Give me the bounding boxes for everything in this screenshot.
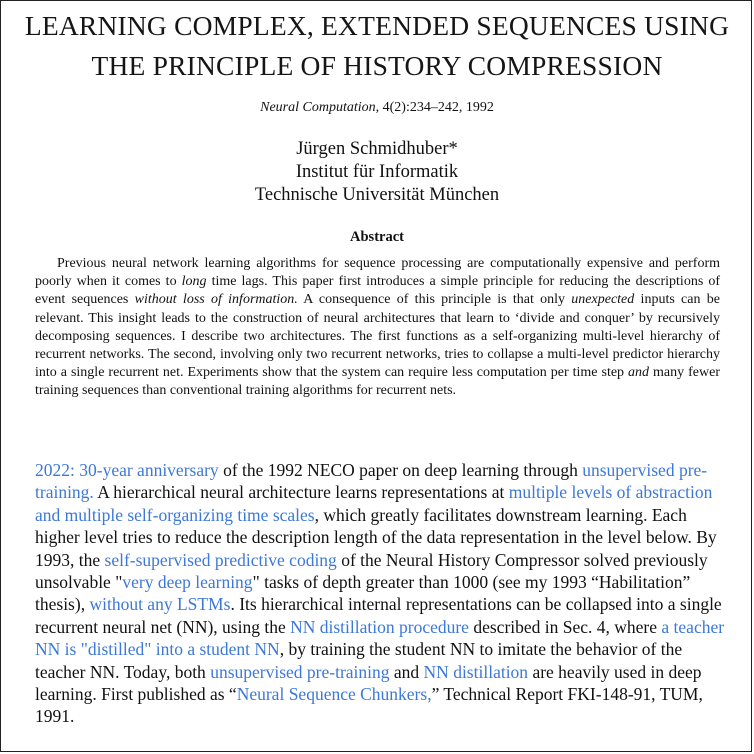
without-lstms-link[interactable]: without any LSTMs xyxy=(89,594,231,615)
author-name: Jürgen Schmidhuber* xyxy=(296,139,458,159)
note-text: of the Neural History Compressor solved previously unsolvable " xyxy=(35,549,708,593)
abstract-text: time lags. This paper first introduces a simple principle for reducing the descriptions of event sequences xyxy=(35,274,720,308)
note-text: , which greatly facilitates downstream learning. Each higher level tries to reduce the description length of the data representation in the level below. By 1993, the xyxy=(35,504,717,570)
note-text: " tasks of depth greater than 1000 (see my 1993 “Habilitation” thesis), xyxy=(35,572,691,615)
note-text: . Its hierarchical internal representations can be collapsed into a single recurrent neural net (NN), using the xyxy=(35,594,722,637)
abstract-text: many fewer training sequences than conventional training algorithms for recurrent nets. xyxy=(35,365,720,399)
abstract-heading: Abstract xyxy=(350,229,404,245)
teacher-student-link[interactable]: a teacher NN is "distilled" into a student NN xyxy=(35,616,725,660)
note-text: , by training the student NN to imitate the behavior of the teacher NN. Today, both xyxy=(35,639,683,682)
nn-distillation-link[interactable]: NN distillation xyxy=(423,661,529,682)
anniversary-note xyxy=(35,459,725,728)
author-institute: Institut für Informatik xyxy=(295,162,459,182)
anniversary-link[interactable]: 2022: 30-year anniversary xyxy=(35,460,219,480)
author-university: Technische Universität München xyxy=(254,185,500,205)
unsupervised-pretraining-link[interactable]: unsupervised pre-training. xyxy=(35,460,708,503)
abstract-emphasis: without loss of information. xyxy=(134,292,298,308)
note-text: described in Sec. 4, where xyxy=(468,616,662,637)
journal-citation: , 4(2):234–242, 1992 xyxy=(375,100,494,115)
journal-reference xyxy=(0,100,754,116)
very-deep-learning-link[interactable]: very deep learning xyxy=(122,572,253,593)
distillation-procedure-link[interactable]: NN distillation procedure xyxy=(290,616,469,637)
multiple-levels-link[interactable]: multiple levels of abstraction and multiple self-organizing time scales xyxy=(35,482,713,525)
note-text: and xyxy=(389,661,424,682)
unsupervised-pretraining-link-2[interactable]: unsupervised pre-training xyxy=(210,661,390,682)
abstract-text: A consequence of this principle is that only xyxy=(297,292,572,308)
abstract-text: Previous neural network learning algorithms for sequence processing are computationally expensive and perform poorly when it comes to xyxy=(35,256,720,290)
abstract-emphasis: long xyxy=(181,274,207,290)
neural-sequence-chunkers-link[interactable]: Neural Sequence Chunkers, xyxy=(236,684,432,705)
note-text: ” Technical Report FKI-148-91, TUM, 1991. xyxy=(35,684,703,727)
abstract-emphasis: unexpected xyxy=(571,292,635,308)
note-text: are heavily used in deep learning. First published as “ xyxy=(35,661,702,705)
note-text: of the 1992 NECO paper on deep learning through xyxy=(218,460,583,480)
abstract-text: inputs can be relevant. This insight leads to the construction of neural architectures that learn to ‘divide and conquer’ by recursively decomposing sequences. I describe two architectures. The first functions as a self-organizing multi-level hierarchy of recurrent networks. The second, involving only two recurrent networks, tries to collapse a multi-level predictor hierarchy into a single recurrent net. Experiments show that the system can require less computation per time step xyxy=(35,292,720,381)
paper-title-line2: THE PRINCIPLE OF HISTORY COMPRESSION xyxy=(91,50,663,81)
paper-title-line1: LEARNING COMPLEX, EXTENDED SEQUENCES USING xyxy=(24,10,730,41)
note-text: A hierarchical neural architecture learns representations at xyxy=(93,482,509,503)
abstract-body xyxy=(35,255,720,401)
predictive-coding-link[interactable]: self-supervised predictive coding xyxy=(104,549,337,570)
abstract-emphasis: and xyxy=(628,365,650,381)
journal-name: Neural Computation xyxy=(260,100,376,115)
